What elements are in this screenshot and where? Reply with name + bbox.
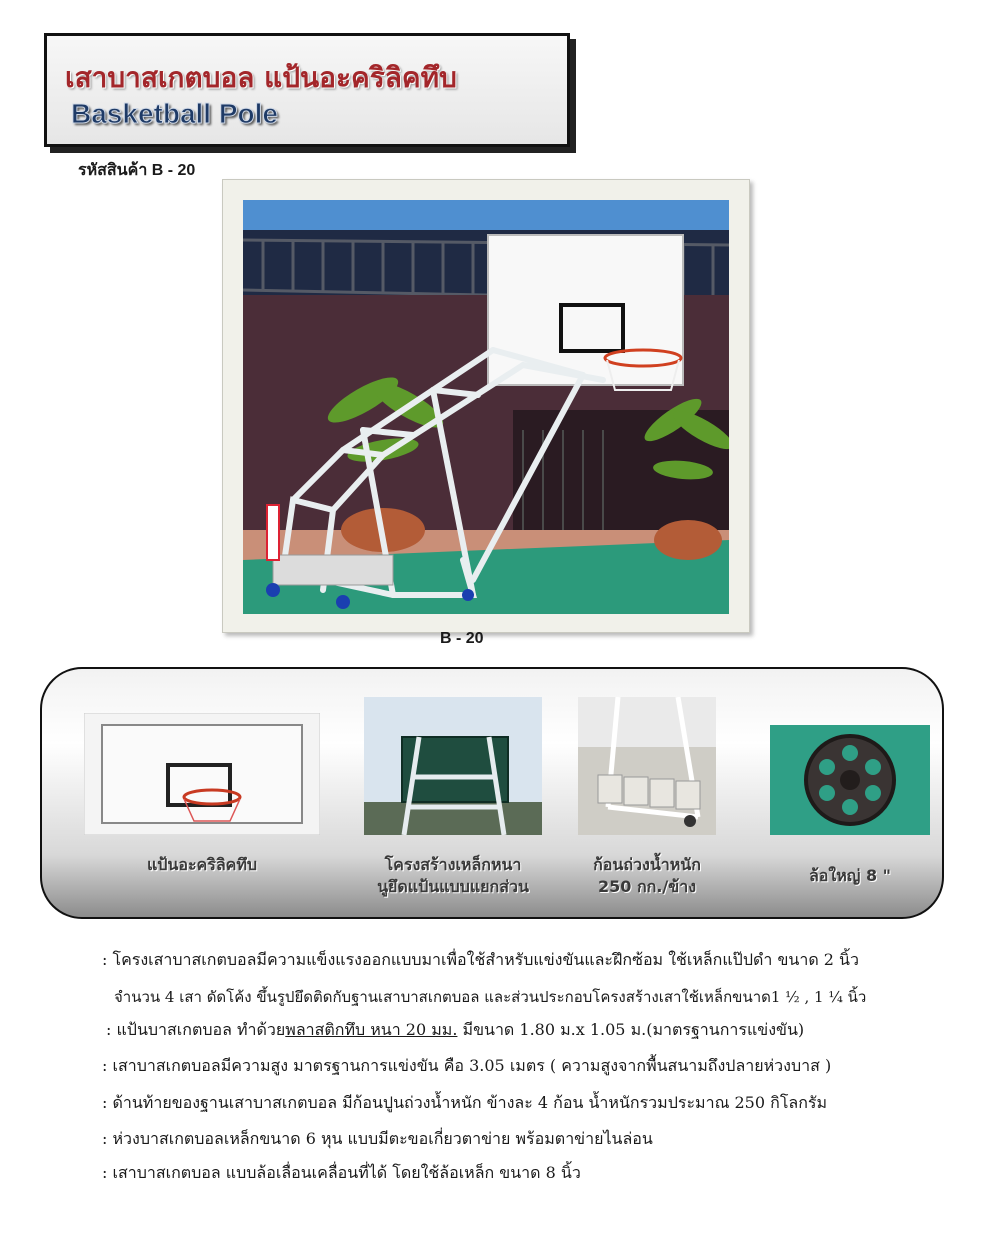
spec-line: : ห่วงบาสเกตบอลเหล็กขนาด 6 หุน แบบมีตะขอเกี่ยวตาข่าย พร้อมตาข่ายไนล่อน (102, 1129, 653, 1148)
page-title-thai: เสาบาสเกตบอล แป้นอะคริลิคทึบ (65, 61, 457, 94)
wheel-photo (770, 725, 930, 835)
wheel-icon (462, 589, 474, 601)
backboard (488, 235, 683, 385)
product-code: รหัสสินค้า B - 20 (78, 162, 196, 179)
wheel-icon (266, 583, 280, 597)
pole-padding (267, 505, 279, 560)
page-title-english: Basketball Pole (71, 98, 278, 129)
spec-line: : โครงเสาบาสเกตบอลมีความแข็งแรงออกแบบมาเพื่อใช้สำหรับแข่งขันและฝึกซ้อม ใช้เหล็กแป๊ปดำ ขนาด 2 นิ้ว (102, 950, 859, 969)
gallery-label-wheel: ล้อใหญ่ 8 " (808, 866, 891, 885)
title-banner (44, 33, 570, 147)
planter-right (654, 520, 722, 560)
basketball-pole-photo (243, 200, 729, 614)
gallery-label-backboard: แป้นอะคริลิคทึบ (146, 855, 258, 874)
counterweights (273, 555, 393, 585)
spec-line: : เสาบาสเกตบอล แบบล้อเลื่อนเคลื่อนที่ได้ โดยใช้ล้อเหล็ก ขนาด 8 นิ้ว (102, 1163, 581, 1182)
feature-gallery (40, 667, 944, 919)
spec-line: จำนวน 4 เสา ดัดโค้ง ขึ้นรูปยึดติดกับฐานเสาบาสเกตบอล และส่วนประกอบโครงสร้างเสาใช้เหล็กขนาด1 ½ , 1 ¼ นิ้ว (114, 988, 867, 1006)
spec-line-backboard: : แป้นบาสเกตบอล ทำด้วยพลาสติกทึบ หนา 20 มม. มีขนาด 1.80 ม.x 1.05 ม.(มาตรฐานการแข่งขัน) (106, 1020, 805, 1039)
main-photo-frame (222, 179, 750, 633)
gallery-label-frame: โครงสร้างเหล็กหนา นูยึดแป้นแบบแยกส่วน (377, 855, 529, 896)
gallery-label-weights: ก้อนถ่วงน้ำหนัก 250 กก./ข้าง (593, 855, 701, 896)
wheel-icon (336, 595, 350, 609)
frame-photo (364, 697, 542, 835)
spec-line: : เสาบาสเกตบอลมีความสูง มาตรฐานการแข่งขัน คือ 3.05 เมตร ( ความสูงจากพื้นสนามถึงปลายห่วงบาส ) (102, 1056, 832, 1075)
spec-line: : ด้านท้ายของฐานเสาบาสเกตบอล มีก้อนปูนถ่วงน้ำหนัก ข้างละ 4 ก้อน น้ำหนักรวมประมาณ 250 กิโลกรัม (102, 1093, 828, 1112)
backboard-photo (84, 713, 320, 835)
main-photo-caption: B - 20 (440, 630, 484, 647)
weights-photo (578, 697, 716, 835)
